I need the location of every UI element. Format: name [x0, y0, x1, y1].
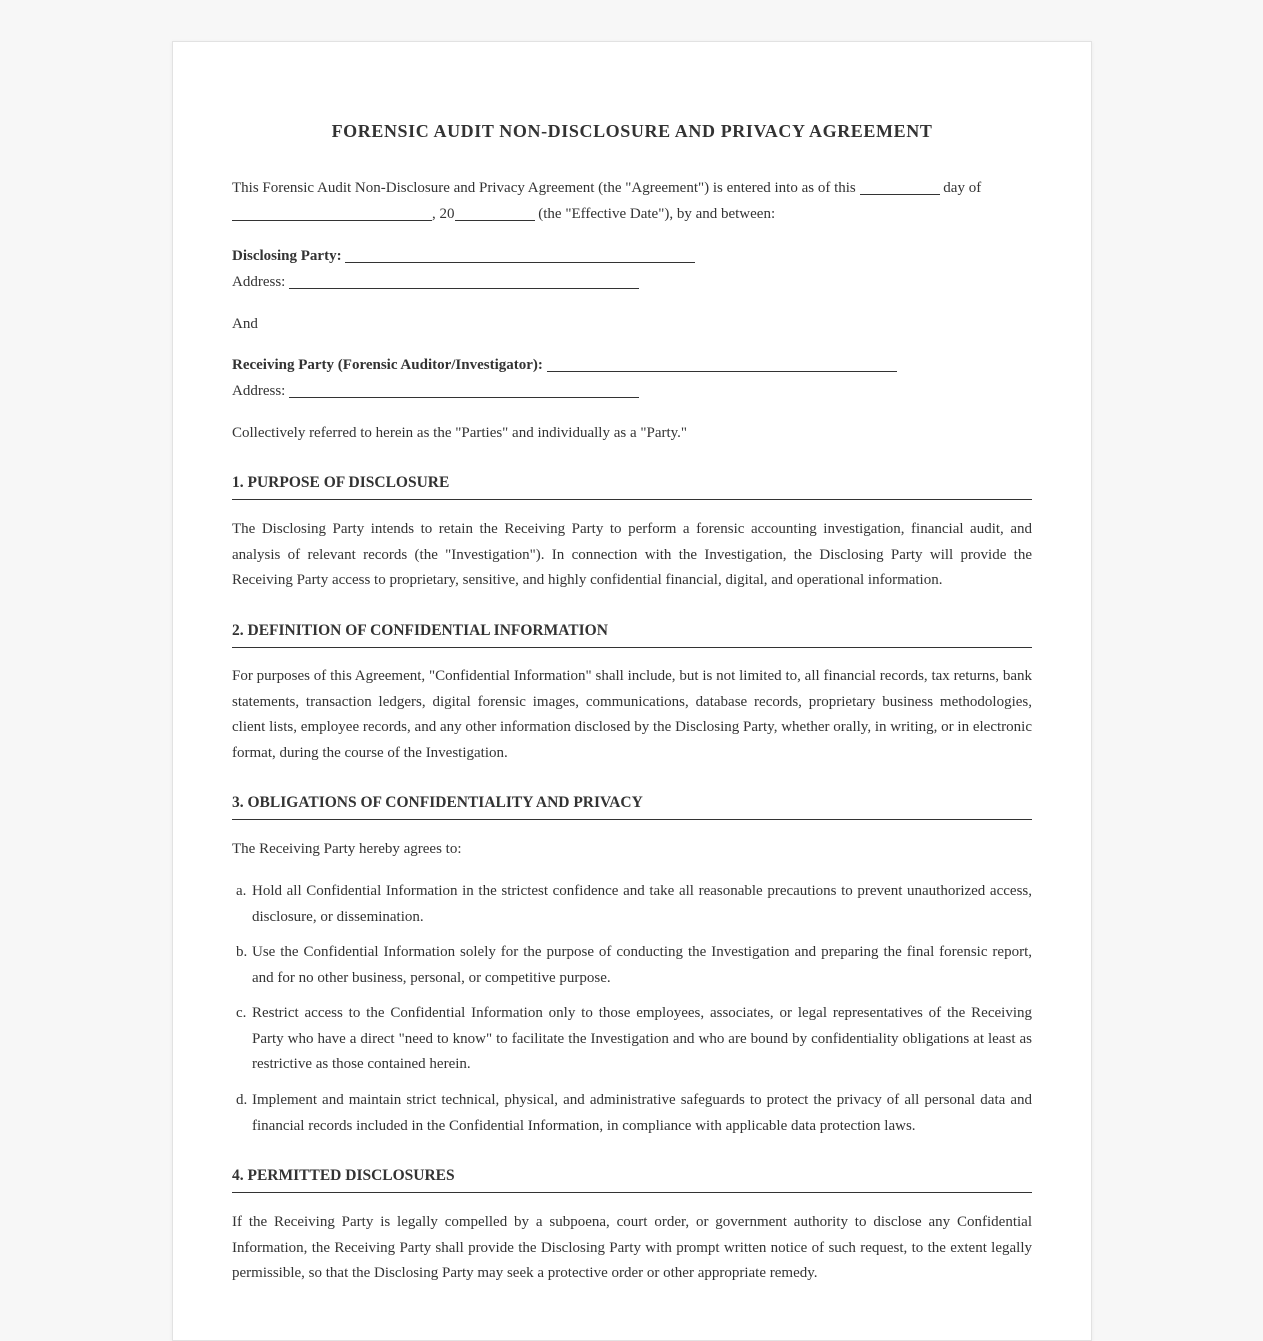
section-body-4: If the Receiving Party is legally compelled by a subpoena, court order, or government authority to disclose any Confidential Information, the Receiving Party shall provide the Disclosing Party with prompt written notice of such request, to the extent legally permissible, so that the Disclosing Party may seek a protective order or other appropriate remedy. — [232, 1214, 1032, 1281]
disclosing-address-label: Address: — [232, 274, 286, 290]
receiving-party-blank[interactable] — [547, 355, 897, 372]
month-blank[interactable] — [232, 204, 432, 221]
section-heading-2: 2. DEFINITION OF CONFIDENTIAL INFORMATION — [232, 620, 1032, 648]
intro-text-2: day of — [943, 180, 982, 196]
receiving-address-label: Address: — [232, 383, 286, 399]
receiving-party-label: Receiving Party (Forensic Auditor/Investigator): — [232, 357, 543, 373]
disclosing-party-blank[interactable] — [345, 246, 695, 263]
section-body-1: The Disclosing Party intends to retain the Receiving Party to perform a forensic accounting investigation, financial audit, and analysis of relevant records (the "Investigation"). In connection with the Investigation, the Disclosing Party will provide the Receiving Party access to proprietary, sensitive, and highly confidential financial, digital, and operational information. — [232, 521, 1032, 588]
intro-paragraph — [232, 176, 1032, 227]
intro-text-3: , 20 — [432, 205, 455, 222]
list-item-c — [232, 1001, 1032, 1078]
list-text-d: Implement and maintain strict technical, physical, and administrative safeguards to protect the privacy of all personal data and financial records included in the Confidential Information, in compliance with applicable data protection laws. — [252, 1092, 1032, 1134]
list-marker-d: d. — [236, 1092, 248, 1108]
section-body-2: For purposes of this Agreement, "Confidential Information" shall include, but is not limited to, all financial records, tax returns, bank statements, transaction ledgers, digital forensic images, communications, database records, proprietary business methodologies, client lists, employee records, and any other information disclosed by the Disclosing Party, whether orally, in writing, or in electronic format, during the course of the Investigation. — [232, 668, 1032, 761]
list-item-a — [232, 879, 1032, 930]
document-title: FORENSIC AUDIT NON-DISCLOSURE AND PRIVACY AGREEMENT — [331, 121, 933, 141]
receiving-address-line — [232, 379, 639, 405]
list-marker-c: c. — [236, 1005, 247, 1021]
year-blank[interactable] — [455, 204, 535, 221]
section-heading-4: 4. PERMITTED DISCLOSURES — [232, 1165, 1032, 1193]
receiving-party-line — [232, 353, 897, 379]
section-heading-3: 3. OBLIGATIONS OF CONFIDENTIALITY AND PRIVACY — [232, 792, 1032, 820]
list-text-c: Restrict access to the Confidential Information only to those employees, associates, or legal representatives of the Receiving Party who have a direct "need to know" to facilitate the Investigation and who are bound by confidentiality obligations at least as restrictive as those contained herein. — [252, 1005, 1032, 1072]
list-text-a: Hold all Confidential Information in the strictest confidence and take all reasonable precautions to prevent unauthorized access, disclosure, or dissemination. — [252, 883, 1032, 925]
disclosing-address-blank[interactable] — [289, 272, 639, 289]
day-blank[interactable] — [860, 178, 940, 195]
list-item-b — [232, 940, 1032, 991]
disclosing-party-label: Disclosing Party: — [232, 248, 342, 264]
list-marker-b: b. — [236, 944, 248, 960]
section-body-3: The Receiving Party hereby agrees to: — [232, 841, 462, 857]
list-text-b: Use the Confidential Information solely for the purpose of conducting the Investigation and preparing the final forensic report, and for no other business, personal, or competitive purpose. — [252, 944, 1032, 986]
intro-text-4: (the "Effective Date"), by and between: — [538, 205, 776, 222]
receiving-address-blank[interactable] — [289, 381, 639, 398]
list-marker-a: a. — [236, 883, 247, 899]
section-heading-1: 1. PURPOSE OF DISCLOSURE — [232, 472, 1032, 500]
document-page — [172, 41, 1092, 1341]
disclosing-party-line — [232, 244, 695, 270]
intro-text-1: This Forensic Audit Non-Disclosure and Privacy Agreement (the "Agreement") is entered into as of this — [232, 180, 856, 196]
and-text: And — [232, 316, 258, 332]
collectively-text: Collectively referred to herein as the "Parties" and individually as a "Party." — [232, 425, 688, 441]
list-item-d — [232, 1088, 1032, 1139]
disclosing-address-line — [232, 270, 639, 296]
